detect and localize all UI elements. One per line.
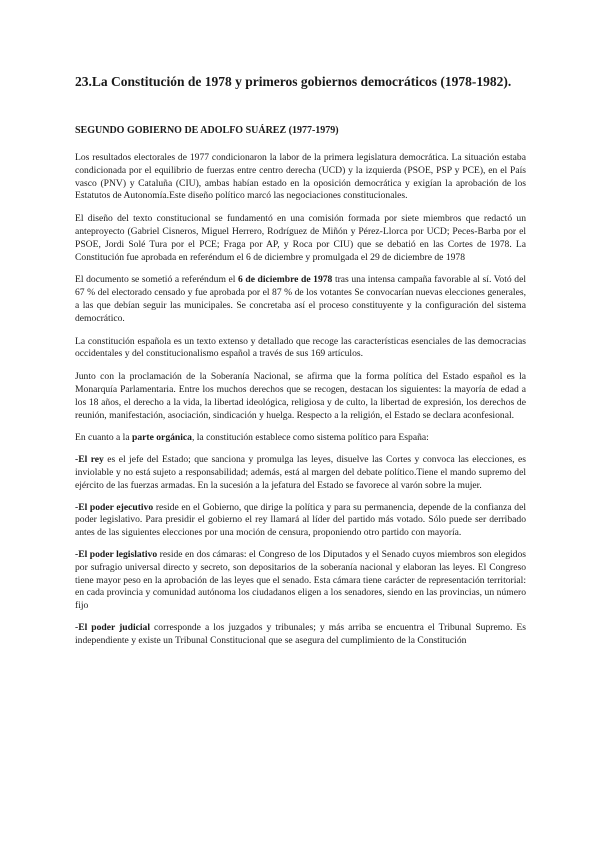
section-heading: SEGUNDO GOBIERNO DE ADOLFO SUÁREZ (1977-1979) (75, 125, 339, 136)
king-term: -El rey (75, 454, 104, 466)
referendum-date: 6 de diciembre de 1978 (238, 274, 333, 286)
legislative-power-text: reside en dos cámaras: el Congreso de los Diputados y el Senado cuyos miembros son elegidos por sufragio universal directo y secreto, son depositarios de la soberanía nacional y elaboran las leyes. El Congreso tiene mayor peso en la aprobación de las leyes que el senado. Esta cámara tiene carácter de representación territorial: en cada provincia y comunidad autónoma los ciudadanos eligen a los senadores, siendo en las provincias, un número fijo (75, 548, 527, 612)
referendum-text-before: El documento se sometió a referéndum el (75, 274, 238, 286)
paragraph-election-results: Los resultados electorales de 1977 condicionaron la labor de la primera legislatura democrática. La situación estaba condicionada por el equilibrio de fuerzas entre centro derecha (UCD) y la izquierda (PSOE, PSP y PCE), en el País vasco (PNV) y Cataluña (CIU), ambas habían estado en la oposición democrática y exigían la aprobación de los Estatutos de Autonomía.Este diseño político marcó las negociaciones constitucionales. (75, 152, 526, 202)
executive-power-term: -El poder ejecutivo (75, 501, 154, 513)
paragraph-constitution-overview: La constitución española es un texto extenso y detallado que recoge las características esenciales de las democracias occidentales y del constitucionalismo español a través de sus 169 artículos. (75, 335, 526, 360)
organic-text-before: En cuanto a la (75, 432, 133, 444)
legislative-power-term: -El poder legislativo (75, 548, 158, 560)
paragraph-judicial-power (75, 622, 526, 648)
executive-power-text: reside en el Gobierno, que dirige la política y para su permanencia, depende de la confianza del poder legislativo. Para presidir el gobierno el rey llamará al líder del partido más votado. Sólo puede ser derribado antes de las siguientes elecciones por una moción de censura, proponiendo otro partido con mayoría. (75, 501, 526, 539)
paragraph-king (75, 454, 526, 492)
document-body (75, 152, 526, 657)
judicial-power-term: -El poder judicial (75, 621, 151, 633)
referendum-text-after: tras una intensa campaña favorable al sí. Votó del 67 % del electorado censado y fue aprobada por el 87 % de los votantes Se convocarían nuevas elecciones generales, a las que debían seguir las municipales. Se concretaba así el proceso constituyente y la configuración del sistema democrático. (75, 274, 526, 324)
judicial-power-text: corresponde a los juzgados y tribunales; y más arriba se encuentra el Tribunal Supremo. Es independiente y existe un Tribunal Constitucional que se asegura del cumplimiento de la Constitución (75, 621, 526, 646)
paragraph-rights: Junto con la proclamación de la Soberanía Nacional, se afirma que la forma política del Estado español es la Monarquía Parlamentaria. Entre los muchos derechos que se recogen, destacan los siguientes: la mayoría de edad a los 18 años, el derecho a la vida, la libertad ideológica, religiosa y de culto, la libertad de expresión, los derechos de reunión, manifestación, asociación, sindicación y huelga. Respecto a la religión, el Estado se declara aconfesional. (75, 371, 526, 421)
organic-text-after: , la constitución establece como sistema político para España: (191, 432, 429, 444)
paragraph-referendum (75, 274, 526, 325)
paragraph-constitutional-design: El diseño del texto constitucional se fundamentó en una comisión formada por siete miembros que redactó un anteproyecto (Gabriel Cisneros, Miguel Herrero, Rodríguez de Miñón y Pérez-Llorca por UCD; Peces-Barba por el PSOE, Jordi Solé Tura por el PCE; Fraga por AP, y Roca por CIU) que se debatió en las Cortes de 1978. La Constitución fue aprobada en referéndum el 6 de diciembre y promulgada el 29 de diciembre de 1978 (75, 213, 526, 263)
organic-part-term: parte orgánica (132, 432, 192, 444)
paragraph-organic-part (75, 432, 526, 445)
king-text: es el jefe del Estado; que sanciona y promulga las leyes, disuelve las Cortes y convoca las elecciones, es inviolable y no está sujeto a responsabilidad; además, está al margen del debate político.Tiene el mando supremo del ejército de las fuerzas armadas. En la sucesión a la jefatura del Estado se favorece al varón sobre la mujer. (75, 454, 526, 491)
page-title: 23.La Constitución de 1978 y primeros gobiernos democráticos (1978-1982). (75, 74, 512, 89)
paragraph-legislative-power (75, 549, 526, 613)
paragraph-executive-power (75, 502, 526, 540)
